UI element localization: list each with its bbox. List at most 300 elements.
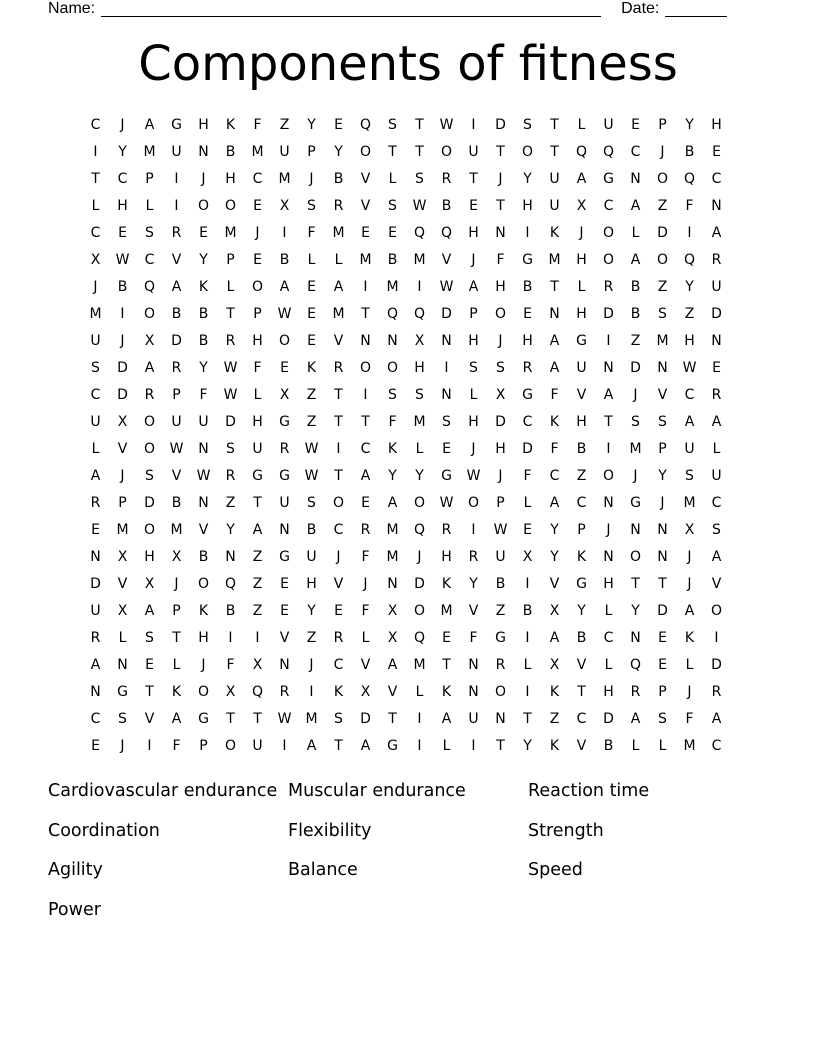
grid-letter[interactable]: O	[197, 575, 210, 592]
grid-letter[interactable]: J	[336, 548, 341, 565]
grid-letter[interactable]: I	[417, 710, 422, 727]
grid-letter[interactable]: Y	[226, 521, 235, 538]
grid-letter[interactable]: D	[171, 332, 182, 349]
grid-letter[interactable]: U	[279, 143, 290, 160]
grid-letter[interactable]: A	[603, 386, 614, 403]
grid-letter[interactable]: U	[306, 548, 317, 565]
grid-letter[interactable]: P	[145, 170, 154, 187]
grid-letter[interactable]: N	[549, 305, 560, 322]
grid-letter[interactable]: O	[143, 440, 156, 457]
grid-letter[interactable]: Y	[550, 521, 559, 538]
grid-letter[interactable]: D	[657, 602, 668, 619]
grid-letter[interactable]: E	[307, 305, 316, 322]
grid-letter[interactable]: V	[657, 386, 668, 403]
grid-letter[interactable]: N	[711, 197, 722, 214]
grid-letter[interactable]: M	[170, 521, 183, 538]
grid-letter[interactable]: T	[145, 683, 154, 700]
grid-letter[interactable]: O	[224, 737, 237, 754]
grid-letter[interactable]: A	[144, 602, 155, 619]
grid-letter[interactable]: Y	[685, 116, 694, 133]
grid-letter[interactable]: X	[252, 656, 263, 673]
grid-letter[interactable]: H	[198, 116, 209, 133]
grid-letter[interactable]: T	[361, 305, 370, 322]
grid-letter[interactable]: V	[360, 197, 371, 214]
grid-letter[interactable]: T	[415, 143, 424, 160]
grid-letter[interactable]: L	[604, 602, 613, 619]
grid-letter[interactable]: U	[711, 467, 722, 484]
grid-letter[interactable]: T	[334, 386, 343, 403]
grid-letter[interactable]: L	[577, 278, 586, 295]
grid-letter[interactable]: J	[660, 143, 665, 160]
grid-letter[interactable]: T	[334, 413, 343, 430]
name-field-line[interactable]	[101, 0, 601, 17]
grid-letter[interactable]: V	[333, 575, 344, 592]
grid-letter[interactable]: T	[550, 116, 559, 133]
grid-letter[interactable]: J	[606, 521, 611, 538]
grid-letter[interactable]: L	[361, 629, 370, 646]
grid-letter[interactable]: E	[280, 575, 289, 592]
grid-letter[interactable]: U	[711, 278, 722, 295]
grid-letter[interactable]: H	[225, 170, 236, 187]
grid-letter[interactable]: G	[603, 170, 614, 187]
grid-letter[interactable]: G	[117, 683, 128, 700]
grid-letter[interactable]: J	[687, 575, 692, 592]
grid-letter[interactable]: H	[198, 629, 209, 646]
grid-letter[interactable]: U	[549, 197, 560, 214]
grid-letter[interactable]: Q	[683, 251, 696, 268]
grid-letter[interactable]: S	[145, 467, 154, 484]
grid-letter[interactable]: E	[388, 224, 397, 241]
grid-letter[interactable]: Z	[279, 116, 290, 133]
grid-letter[interactable]: A	[144, 359, 155, 376]
grid-letter[interactable]: T	[91, 170, 100, 187]
grid-letter[interactable]: W	[412, 197, 427, 214]
grid-letter[interactable]: Y	[199, 359, 208, 376]
grid-letter[interactable]: O	[197, 683, 210, 700]
grid-letter[interactable]: A	[252, 521, 263, 538]
grid-letter[interactable]: E	[631, 116, 640, 133]
grid-letter[interactable]: C	[603, 197, 614, 214]
grid-letter[interactable]: W	[196, 467, 211, 484]
grid-letter[interactable]: C	[90, 710, 101, 727]
grid-letter[interactable]: Y	[523, 737, 532, 754]
grid-letter[interactable]: Q	[440, 224, 453, 241]
grid-letter[interactable]: A	[90, 656, 101, 673]
grid-letter[interactable]: U	[468, 143, 479, 160]
grid-letter[interactable]: B	[522, 278, 533, 295]
grid-letter[interactable]: S	[226, 440, 235, 457]
grid-letter[interactable]: G	[279, 413, 290, 430]
grid-letter[interactable]: N	[495, 224, 506, 241]
grid-letter[interactable]: I	[93, 143, 98, 160]
grid-letter[interactable]: F	[253, 359, 262, 376]
grid-letter[interactable]: A	[711, 413, 722, 430]
grid-letter[interactable]: Z	[657, 278, 668, 295]
grid-letter[interactable]: L	[118, 629, 127, 646]
grid-letter[interactable]: A	[306, 737, 317, 754]
grid-letter[interactable]: T	[442, 656, 451, 673]
grid-letter[interactable]: Y	[199, 251, 208, 268]
grid-letter[interactable]: T	[577, 683, 586, 700]
grid-letter[interactable]: D	[711, 305, 722, 322]
grid-letter[interactable]: I	[525, 224, 530, 241]
grid-letter[interactable]: M	[143, 143, 156, 160]
grid-letter[interactable]: V	[171, 251, 182, 268]
grid-letter[interactable]: C	[90, 386, 101, 403]
grid-letter[interactable]: P	[496, 494, 505, 511]
grid-letter[interactable]: S	[388, 197, 397, 214]
grid-letter[interactable]: W	[682, 359, 697, 376]
grid-letter[interactable]: E	[280, 359, 289, 376]
grid-letter[interactable]: Y	[523, 170, 532, 187]
grid-letter[interactable]: K	[225, 116, 236, 133]
grid-letter[interactable]: W	[439, 278, 454, 295]
grid-letter[interactable]: L	[631, 737, 640, 754]
grid-letter[interactable]: S	[388, 386, 397, 403]
grid-letter[interactable]: B	[630, 305, 641, 322]
grid-letter[interactable]: O	[359, 143, 372, 160]
grid-letter[interactable]: U	[468, 710, 479, 727]
grid-letter[interactable]: I	[174, 197, 179, 214]
grid-letter[interactable]: F	[550, 386, 559, 403]
grid-letter[interactable]: D	[90, 575, 101, 592]
grid-letter[interactable]: M	[413, 656, 426, 673]
grid-letter[interactable]: J	[174, 575, 179, 592]
grid-letter[interactable]: H	[441, 548, 452, 565]
grid-letter[interactable]: H	[576, 413, 587, 430]
grid-letter[interactable]: E	[253, 251, 262, 268]
grid-letter[interactable]: N	[657, 521, 668, 538]
grid-letter[interactable]: J	[498, 332, 503, 349]
grid-letter[interactable]: O	[197, 197, 210, 214]
grid-letter[interactable]: C	[117, 170, 128, 187]
grid-letter[interactable]: J	[498, 170, 503, 187]
grid-letter[interactable]: P	[658, 440, 667, 457]
grid-letter[interactable]: Z	[306, 386, 317, 403]
grid-letter[interactable]: P	[226, 251, 235, 268]
grid-letter[interactable]: F	[361, 548, 370, 565]
grid-letter[interactable]: F	[469, 629, 478, 646]
grid-letter[interactable]: R	[360, 521, 371, 538]
grid-letter[interactable]: Z	[225, 494, 236, 511]
grid-letter[interactable]: Y	[334, 143, 343, 160]
grid-letter[interactable]: K	[549, 737, 560, 754]
grid-letter[interactable]: Z	[495, 602, 506, 619]
grid-letter[interactable]: I	[606, 440, 611, 457]
grid-letter[interactable]: M	[656, 332, 669, 349]
grid-letter[interactable]: W	[493, 521, 508, 538]
grid-letter[interactable]: L	[442, 737, 451, 754]
grid-letter[interactable]: A	[684, 602, 695, 619]
grid-letter[interactable]: M	[224, 224, 237, 241]
grid-letter[interactable]: X	[144, 575, 155, 592]
grid-letter[interactable]: U	[252, 440, 263, 457]
grid-letter[interactable]: S	[388, 116, 397, 133]
grid-letter[interactable]: H	[576, 305, 587, 322]
grid-letter[interactable]: V	[468, 602, 479, 619]
grid-letter[interactable]: G	[522, 386, 533, 403]
grid-letter[interactable]: A	[360, 467, 371, 484]
grid-letter[interactable]: V	[171, 467, 182, 484]
grid-letter[interactable]: O	[413, 494, 426, 511]
grid-letter[interactable]: I	[525, 629, 530, 646]
grid-letter[interactable]: A	[630, 197, 641, 214]
grid-letter[interactable]: Q	[413, 521, 426, 538]
grid-letter[interactable]: C	[333, 656, 344, 673]
grid-letter[interactable]: F	[226, 656, 235, 673]
grid-letter[interactable]: S	[118, 710, 127, 727]
grid-letter[interactable]: H	[522, 332, 533, 349]
grid-letter[interactable]: F	[253, 116, 262, 133]
grid-letter[interactable]: Q	[359, 116, 372, 133]
grid-letter[interactable]: O	[278, 332, 291, 349]
grid-letter[interactable]: M	[683, 494, 696, 511]
grid-letter[interactable]: Y	[415, 467, 424, 484]
grid-letter[interactable]: E	[199, 224, 208, 241]
grid-letter[interactable]: R	[90, 494, 101, 511]
grid-letter[interactable]: X	[387, 629, 398, 646]
grid-letter[interactable]: B	[225, 143, 236, 160]
grid-letter[interactable]: C	[144, 251, 155, 268]
grid-letter[interactable]: J	[579, 224, 584, 241]
grid-letter[interactable]: J	[120, 737, 125, 754]
grid-letter[interactable]: K	[171, 683, 182, 700]
grid-letter[interactable]: V	[360, 656, 371, 673]
grid-letter[interactable]: M	[386, 521, 399, 538]
grid-letter[interactable]: N	[279, 656, 290, 673]
grid-letter[interactable]: E	[442, 440, 451, 457]
grid-letter[interactable]: V	[198, 521, 209, 538]
grid-letter[interactable]: V	[549, 575, 560, 592]
grid-letter[interactable]: K	[549, 224, 560, 241]
grid-letter[interactable]: J	[255, 224, 260, 241]
grid-letter[interactable]: F	[550, 440, 559, 457]
grid-letter[interactable]: V	[711, 575, 722, 592]
grid-letter[interactable]: R	[441, 170, 452, 187]
grid-letter[interactable]: N	[198, 143, 209, 160]
grid-letter[interactable]: Y	[631, 602, 640, 619]
grid-letter[interactable]: S	[442, 413, 451, 430]
grid-letter[interactable]: J	[417, 548, 422, 565]
date-field-line[interactable]	[665, 0, 727, 17]
grid-letter[interactable]: D	[117, 359, 128, 376]
grid-letter[interactable]: J	[201, 656, 206, 673]
grid-letter[interactable]: X	[576, 197, 587, 214]
grid-letter[interactable]: W	[277, 305, 292, 322]
grid-letter[interactable]: G	[630, 494, 641, 511]
grid-letter[interactable]: Y	[118, 143, 127, 160]
grid-letter[interactable]: T	[496, 143, 505, 160]
grid-letter[interactable]: M	[332, 224, 345, 241]
grid-letter[interactable]: B	[603, 737, 614, 754]
grid-letter[interactable]: H	[711, 116, 722, 133]
grid-letter[interactable]: T	[658, 575, 667, 592]
grid-letter[interactable]: O	[440, 143, 453, 160]
grid-letter[interactable]: M	[413, 413, 426, 430]
grid-letter[interactable]: Z	[684, 305, 695, 322]
grid-letter[interactable]: L	[631, 224, 640, 241]
grid-letter[interactable]: G	[495, 629, 506, 646]
grid-letter[interactable]: A	[711, 710, 722, 727]
grid-letter[interactable]: H	[576, 251, 587, 268]
grid-letter[interactable]: N	[387, 332, 398, 349]
grid-letter[interactable]: O	[386, 359, 399, 376]
grid-letter[interactable]: L	[334, 251, 343, 268]
grid-letter[interactable]: S	[145, 224, 154, 241]
grid-letter[interactable]: N	[603, 548, 614, 565]
grid-letter[interactable]: W	[169, 440, 184, 457]
grid-letter[interactable]: I	[525, 575, 530, 592]
grid-letter[interactable]: W	[223, 359, 238, 376]
grid-letter[interactable]: K	[684, 629, 695, 646]
grid-letter[interactable]: Z	[576, 467, 587, 484]
grid-letter[interactable]: W	[466, 467, 481, 484]
grid-letter[interactable]: U	[549, 170, 560, 187]
grid-letter[interactable]: T	[469, 170, 478, 187]
grid-letter[interactable]: J	[120, 332, 125, 349]
grid-letter[interactable]: M	[629, 440, 642, 457]
grid-letter[interactable]: F	[388, 413, 397, 430]
grid-letter[interactable]: U	[684, 440, 695, 457]
grid-letter[interactable]: K	[549, 683, 560, 700]
grid-letter[interactable]: Q	[413, 629, 426, 646]
grid-letter[interactable]: T	[172, 629, 181, 646]
grid-letter[interactable]: T	[253, 494, 262, 511]
grid-letter[interactable]: K	[333, 683, 344, 700]
grid-letter[interactable]: F	[496, 251, 505, 268]
grid-letter[interactable]: L	[523, 656, 532, 673]
grid-letter[interactable]: X	[279, 197, 290, 214]
grid-letter[interactable]: O	[143, 305, 156, 322]
grid-letter[interactable]: O	[224, 197, 237, 214]
grid-letter[interactable]: Q	[413, 224, 426, 241]
grid-letter[interactable]: E	[334, 116, 343, 133]
grid-letter[interactable]: G	[171, 116, 182, 133]
grid-letter[interactable]: I	[336, 440, 341, 457]
grid-letter[interactable]: Q	[602, 143, 615, 160]
grid-letter[interactable]: U	[90, 413, 101, 430]
grid-letter[interactable]: U	[603, 116, 614, 133]
grid-letter[interactable]: Q	[629, 656, 642, 673]
grid-letter[interactable]: K	[198, 278, 209, 295]
grid-letter[interactable]: N	[657, 548, 668, 565]
grid-letter[interactable]: M	[116, 521, 129, 538]
grid-letter[interactable]: R	[333, 197, 344, 214]
grid-letter[interactable]: J	[687, 548, 692, 565]
grid-letter[interactable]: Z	[252, 575, 263, 592]
grid-letter[interactable]: G	[387, 737, 398, 754]
grid-letter[interactable]: O	[602, 251, 615, 268]
grid-letter[interactable]: O	[629, 548, 642, 565]
grid-letter[interactable]: L	[415, 683, 424, 700]
grid-letter[interactable]: S	[496, 359, 505, 376]
grid-letter[interactable]: E	[91, 521, 100, 538]
grid-letter[interactable]: V	[333, 332, 344, 349]
grid-letter[interactable]: C	[90, 116, 101, 133]
grid-letter[interactable]: L	[415, 440, 424, 457]
grid-letter[interactable]: T	[631, 575, 640, 592]
grid-letter[interactable]: T	[334, 737, 343, 754]
grid-letter[interactable]: P	[307, 143, 316, 160]
grid-letter[interactable]: E	[361, 494, 370, 511]
grid-letter[interactable]: E	[523, 521, 532, 538]
grid-letter[interactable]: L	[388, 170, 397, 187]
grid-letter[interactable]: Q	[575, 143, 588, 160]
grid-letter[interactable]: E	[253, 197, 262, 214]
grid-letter[interactable]: R	[711, 386, 722, 403]
grid-letter[interactable]: N	[711, 332, 722, 349]
grid-letter[interactable]: J	[498, 467, 503, 484]
grid-letter[interactable]: Z	[657, 197, 668, 214]
grid-letter[interactable]: X	[225, 683, 236, 700]
grid-letter[interactable]: Z	[252, 548, 263, 565]
grid-letter[interactable]: E	[334, 602, 343, 619]
grid-letter[interactable]: J	[633, 467, 638, 484]
grid-letter[interactable]: O	[494, 305, 507, 322]
grid-letter[interactable]: N	[603, 494, 614, 511]
grid-letter[interactable]: L	[685, 656, 694, 673]
grid-letter[interactable]: W	[115, 251, 130, 268]
grid-letter[interactable]: H	[252, 332, 263, 349]
grid-letter[interactable]: F	[172, 737, 181, 754]
grid-letter[interactable]: Y	[577, 602, 586, 619]
grid-letter[interactable]: X	[387, 602, 398, 619]
grid-letter[interactable]: G	[441, 467, 452, 484]
grid-letter[interactable]: S	[334, 710, 343, 727]
grid-letter[interactable]: B	[117, 278, 128, 295]
grid-letter[interactable]: E	[712, 359, 721, 376]
grid-letter[interactable]: M	[332, 305, 345, 322]
grid-letter[interactable]: T	[253, 710, 262, 727]
grid-letter[interactable]: E	[307, 278, 316, 295]
grid-letter[interactable]: B	[495, 575, 506, 592]
grid-letter[interactable]: L	[91, 197, 100, 214]
grid-letter[interactable]: U	[198, 413, 209, 430]
grid-letter[interactable]: P	[199, 737, 208, 754]
grid-letter[interactable]: I	[606, 332, 611, 349]
grid-letter[interactable]: C	[711, 170, 722, 187]
grid-letter[interactable]: E	[469, 197, 478, 214]
grid-letter[interactable]: R	[495, 656, 506, 673]
grid-letter[interactable]: W	[223, 386, 238, 403]
grid-letter[interactable]: L	[172, 656, 181, 673]
grid-letter[interactable]: H	[468, 224, 479, 241]
grid-letter[interactable]: M	[386, 548, 399, 565]
grid-letter[interactable]: S	[523, 116, 532, 133]
grid-letter[interactable]: A	[441, 710, 452, 727]
grid-letter[interactable]: C	[603, 629, 614, 646]
grid-letter[interactable]: J	[687, 683, 692, 700]
grid-letter[interactable]: O	[143, 521, 156, 538]
grid-letter[interactable]: D	[603, 305, 614, 322]
grid-letter[interactable]: R	[468, 548, 479, 565]
grid-letter[interactable]: M	[440, 602, 453, 619]
grid-letter[interactable]: I	[309, 683, 314, 700]
grid-letter[interactable]: X	[144, 332, 155, 349]
grid-letter[interactable]: O	[251, 278, 264, 295]
grid-letter[interactable]: T	[496, 197, 505, 214]
grid-letter[interactable]: R	[279, 440, 290, 457]
grid-letter[interactable]: J	[633, 386, 638, 403]
grid-letter[interactable]: A	[549, 332, 560, 349]
grid-letter[interactable]: L	[604, 656, 613, 673]
grid-letter[interactable]: X	[522, 548, 533, 565]
grid-letter[interactable]: V	[387, 683, 398, 700]
grid-letter[interactable]: K	[576, 548, 587, 565]
grid-letter[interactable]: F	[199, 386, 208, 403]
grid-letter[interactable]: F	[307, 224, 316, 241]
grid-letter[interactable]: O	[602, 467, 615, 484]
